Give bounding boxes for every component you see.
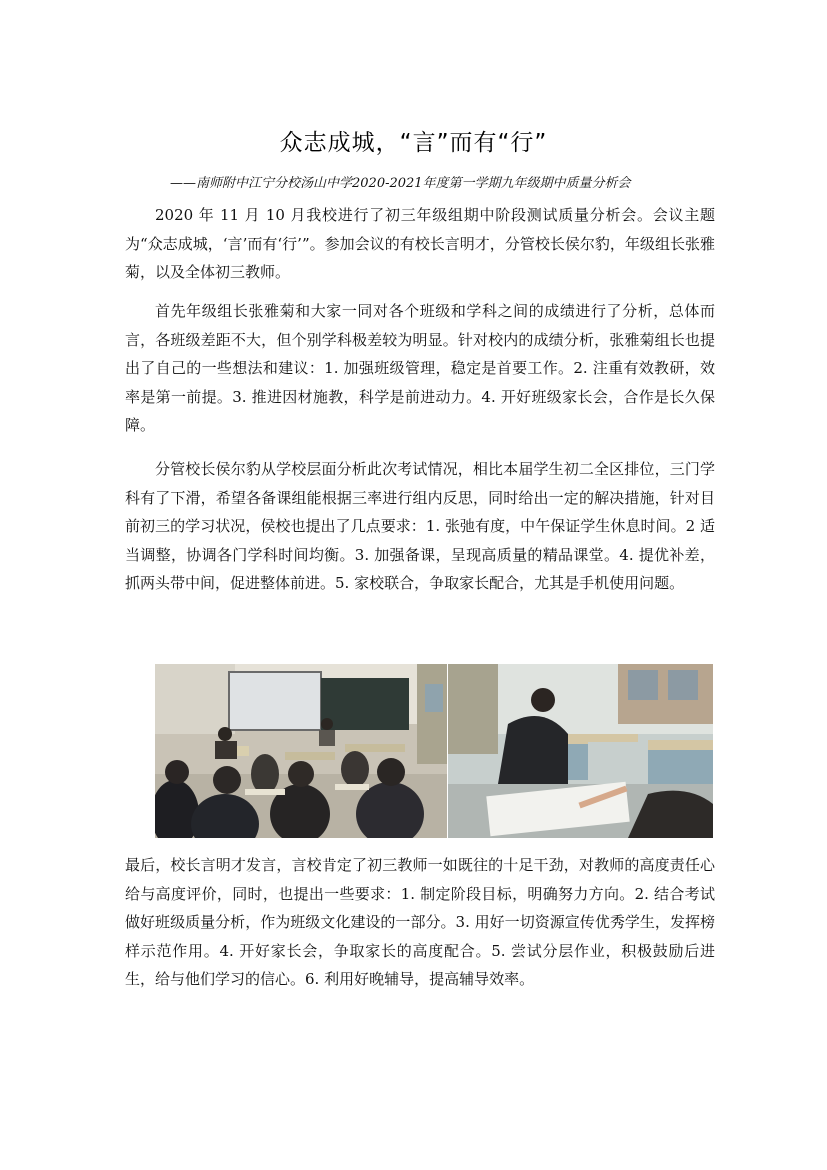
document-subtitle: ——南师附中江宁分校汤山中学2020-2021年度第一学期九年级期中质量分析会 <box>170 176 631 191</box>
paragraph-grade-leader-analysis: 首先年级组长张雅菊和大家一同对各个班级和学科之间的成绩进行了分析，总体而言，各班级差距不大，但个别学科极差较为明显。针对校内的成绩分析，张雅菊组长也提出了自己的一些想法和建议：1. 加强班级管理，稳定是首要工作。2. 注重有效教研，效率是第一前提。3. 推进因材施教，科学是前进动力。4. 开好班级家长会，合作是长久保障。 <box>125 302 715 435</box>
meeting-teacher-photo <box>448 664 713 838</box>
paragraph-meeting-intro: 2020 年 11 月 10 月我校进行了初三年级组期中阶段测试质量分析会。会议主题为“众志成城，‘言’而有‘行’”。参加会议的有校长言明才，分管校长侯尔豹，年级组长张雅菊，以及全体初三教师。 <box>125 206 715 282</box>
document-title: 众志成城，“言”而有“行” <box>279 130 548 156</box>
paragraph-principal-speech: 最后，校长言明才发言，言校肯定了初三教师一如既往的十足干劲，对教师的高度责任心给与高度评价，同时，也提出一些要求：1. 制定阶段目标，明确努力方向。2. 结合考试做好班级质量分析，作为班级文化建设的一部分。3. 用好一切资源宣传优秀学生，发挥榜样示范作用。4. 开好家长会，争取家长的高度配合。5. 尝试分层作业，积极鼓励后进生，给与他们学习的信心。6. 利用好晚辅导，提高辅导效率。 <box>125 856 715 989</box>
paragraph-vice-principal-analysis: 分管校长侯尔豹从学校层面分析此次考试情况，相比本届学生初二全区排位，三门学科有了下滑，希望各备课组能根据三率进行组内反思，同时给出一定的解决措施，针对目前初三的学习状况，侯校也提出了几点要求：1. 张弛有度，中午保证学生休息时间。2 适当调整，协调各门学科时间均衡。3. 加强备课，呈现高质量的精品课堂。4. 提优补差，抓两头带中间，促进整体前进。5. 家校联合，争取家长配合，尤其是手机使用问题。 <box>125 460 715 593</box>
meeting-classroom-photo <box>155 664 447 838</box>
meeting-photos <box>155 664 713 838</box>
